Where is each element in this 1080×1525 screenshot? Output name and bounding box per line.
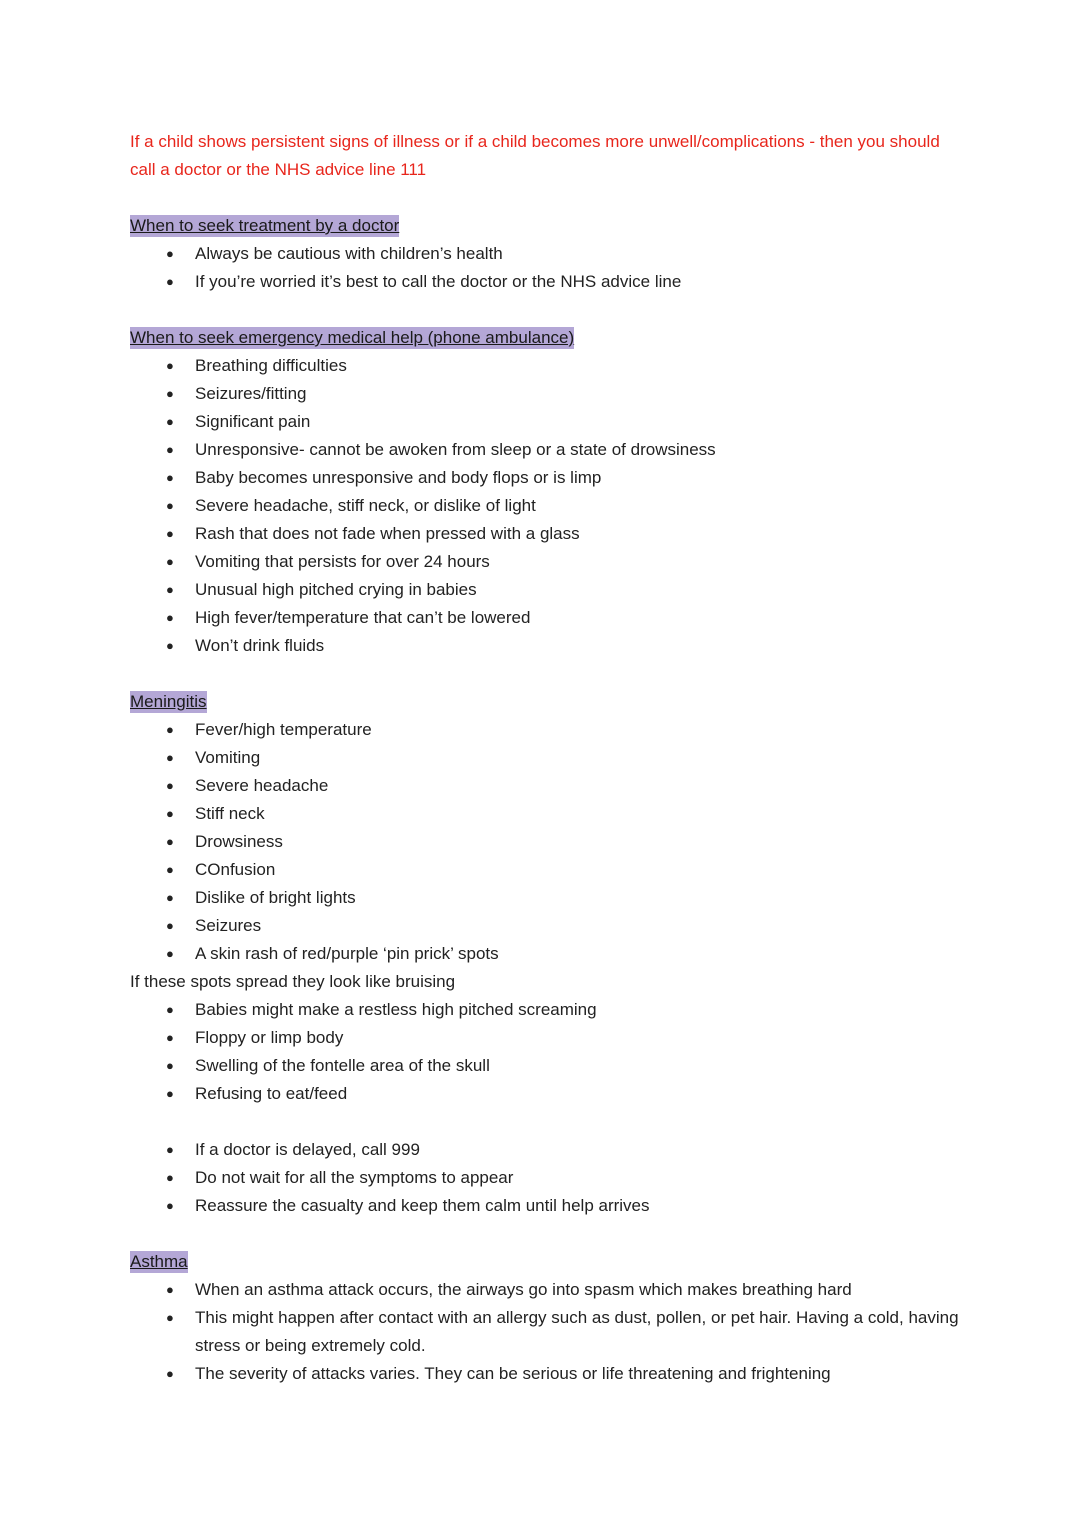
meningitis-heading: Meningitis [130, 692, 207, 711]
list-item: ● Vomiting [130, 744, 960, 772]
list-item: ● If you’re worried it’s best to call the doctor or the NHS advice line [130, 268, 960, 296]
spacer [130, 1108, 960, 1136]
list-item: ● When an asthma attack occurs, the airways go into spasm which makes breathing hard [130, 1276, 960, 1304]
meningitis-list [130, 716, 960, 968]
spots-note: If these spots spread they look like bruising [130, 972, 456, 991]
list-item: ● Floppy or limp body [130, 1024, 960, 1052]
meningitis-action-list [130, 1136, 960, 1220]
list-item: ● Unresponsive- cannot be awoken from sleep or a state of drowsiness [130, 436, 960, 464]
asthma-section [130, 1248, 960, 1388]
list-item: ● Fever/high temperature [130, 716, 960, 744]
asthma-heading: Asthma [130, 1252, 188, 1271]
doctor-heading: When to seek treatment by a doctor [130, 216, 400, 235]
doctor-section [130, 212, 960, 296]
list-item: ● Babies might make a restless high pitched screaming [130, 996, 960, 1024]
document-page [130, 128, 960, 1416]
list-item: ● COnfusion [130, 856, 960, 884]
list-item: ● Breathing difficulties [130, 352, 960, 380]
list-item: ● Severe headache [130, 772, 960, 800]
meningitis-baby-list [130, 996, 960, 1108]
emergency-list [130, 352, 960, 660]
list-item: ● A skin rash of red/purple ‘pin prick’ spots [130, 940, 960, 968]
list-item: ● Baby becomes unresponsive and body flops or is limp [130, 464, 960, 492]
meningitis-section [130, 688, 960, 1220]
list-item: ● Rash that does not fade when pressed with a glass [130, 520, 960, 548]
list-item: ● This might happen after contact with an allergy such as dust, pollen, or pet hair. Having a cold, having stress or being extremely cold. [130, 1304, 960, 1360]
list-item: ● Severe headache, stiff neck, or dislike of light [130, 492, 960, 520]
list-item: ● Seizures [130, 912, 960, 940]
asthma-list [130, 1276, 960, 1388]
list-item: ● High fever/temperature that can’t be lowered [130, 604, 960, 632]
list-item: ● Stiff neck [130, 800, 960, 828]
list-item: ● Drowsiness [130, 828, 960, 856]
list-item: ● Dislike of bright lights [130, 884, 960, 912]
list-item: ● Refusing to eat/feed [130, 1080, 960, 1108]
list-item: ● Vomiting that persists for over 24 hours [130, 548, 960, 576]
list-item: ● If a doctor is delayed, call 999 [130, 1136, 960, 1164]
list-item: ● Unusual high pitched crying in babies [130, 576, 960, 604]
doctor-list [130, 240, 960, 296]
list-item: ● Significant pain [130, 408, 960, 436]
emergency-heading: When to seek emergency medical help (phone ambulance) [130, 328, 575, 347]
list-item: ● Always be cautious with children’s health [130, 240, 960, 268]
intro-warning: If a child shows persistent signs of illness or if a child becomes more unwell/complications - then you should call a doctor or the NHS advice line 111 [130, 132, 940, 179]
list-item: ● Do not wait for all the symptoms to appear [130, 1164, 960, 1192]
list-item: ● Won’t drink fluids [130, 632, 960, 660]
list-item: ● Seizures/fitting [130, 380, 960, 408]
list-item: ● Reassure the casualty and keep them calm until help arrives [130, 1192, 960, 1220]
list-item: ● Swelling of the fontelle area of the skull [130, 1052, 960, 1080]
emergency-section [130, 324, 960, 660]
list-item: ● The severity of attacks varies. They can be serious or life threatening and frightening [130, 1360, 960, 1388]
